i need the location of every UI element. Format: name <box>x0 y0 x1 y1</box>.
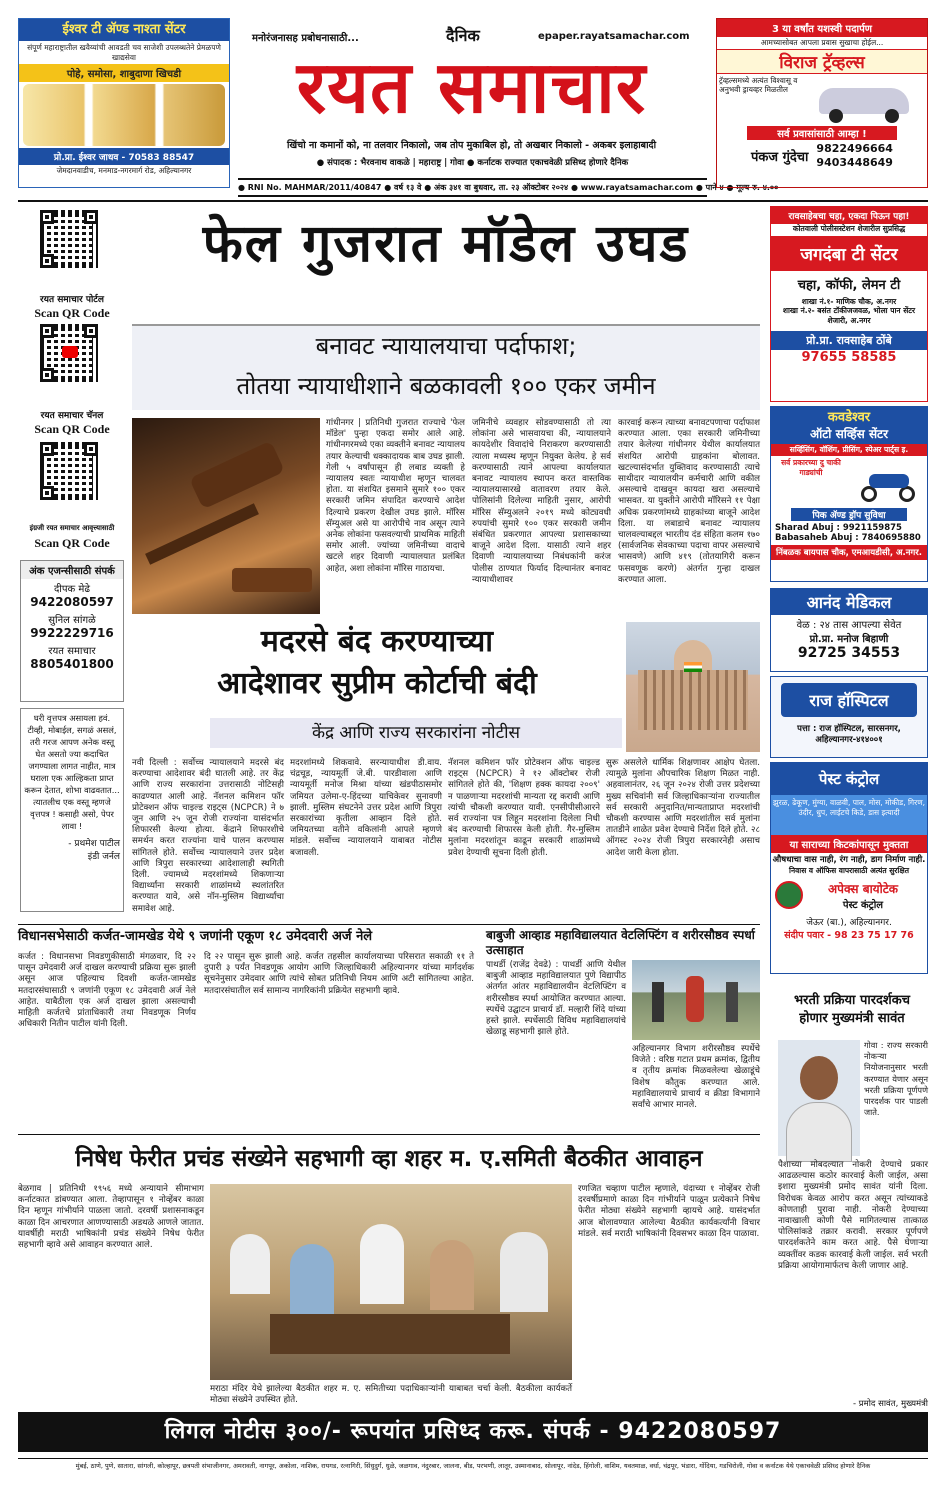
raj-title: राज हॉस्पिटल <box>781 683 917 717</box>
jagdamba-phone[interactable]: 97655 58585 <box>801 350 897 365</box>
madrasa-subhead: केंद्र आणि राज्य सरकारांना नोटीस <box>210 718 622 748</box>
anand-title: आनंद मेडिकल <box>771 589 927 615</box>
ad-kawadeshwar <box>770 406 928 582</box>
ad-viraj-title: विराज ट्रॅव्हल्स <box>717 49 927 74</box>
jagdamba-top: रावसाहेबचा चहा, एकदा पिऊन पहा! <box>771 207 927 224</box>
ad-viraj-phone2: 9403448649 <box>816 155 893 169</box>
kawadeshwar-sub: ऑटो सर्व्हिस सेंटर <box>771 425 927 444</box>
madrasa-col4: सुरू असलेले धार्मिक शिक्षणावर आक्षेप घेतला. त्यामुळे मुलांना औपचारिक शिक्षण मिळत नाही. अहवालानंतर, २६ जून २०२४ रोजी उत्तर प्रदेशच्या मुख्य सचिवांनी सर्व जिल्हाधिकाऱ्यांना राज्यातील सर्व सरकारी अनुदानित/मान्यताप्राप्त मदरशांची चौकशी करण्यास आणि मदरशांतील सर्व मुलांना तातडीने शाळेत प्रवेश देण्याचे निर्देश दिले होते. २८ ऑगस्ट २०२४ रोजी त्रिपुरा सरकारनेही असाच आदेश जारी केला होता. <box>606 758 760 858</box>
masthead-daily: दैनिक <box>446 26 480 45</box>
contact1-phone[interactable]: 9422080597 <box>30 595 114 609</box>
contact-title: अंक एजन्सीसाठी संपर्क <box>21 561 123 579</box>
qr-code-portal[interactable] <box>40 210 98 268</box>
apex-logo-icon <box>775 881 803 909</box>
kawadeshwar-body <box>771 456 927 506</box>
qr3-scan: Scan QR Code <box>34 536 110 550</box>
legal-notice-banner: लिगल नोटीस ३००/- रूपयांत प्रसिध्द करू. संपर्क - 9422080597 <box>18 1412 928 1452</box>
kawadeshwar-title: कवडेश्वर <box>771 407 927 425</box>
kawadeshwar-p1[interactable]: Sharad Abuj : 9921159875 <box>775 523 902 533</box>
sawant-author: - प्रमोद सावंत, मुख्यमंत्री <box>853 1399 928 1409</box>
babuji-headline: बाबुजी आव्हाड महाविद्यालयात वेटलिफ्टिंग व शरीरसौष्ठव स्पर्धा उत्साहात <box>486 928 755 957</box>
pest-list: झुरळ, ढेकूण, मुंग्या, वाळवी, पाल, मोस, मोकीड, गिरण, उंदीर, धुप, लाईटचे किडे, डास इत्यादी <box>771 795 927 835</box>
nishedh-headline: निषेध फेरीत प्रचंड संख्येने सहभागी व्हा शहर म. ए.समिती बैठकीत आवाहन <box>75 1146 703 1172</box>
contact2-phone[interactable]: 9922229716 <box>30 626 114 640</box>
masthead-title: रयत समाचार <box>296 45 647 129</box>
ad-ishwar-tea <box>18 18 230 188</box>
bike-photo <box>851 456 927 506</box>
ad-pest-control <box>770 762 928 974</box>
nishedh-col2: मराठा मंदिर येथे झालेल्या बैठकीत शहर म. ए. समितीच्या पदाधिकाऱ्यांनी याबाबत चर्चा केली. बैठकीला कार्यकर्ते मोठ्या संख्येने उपस्थित होते. <box>210 1384 572 1406</box>
sawant-side: गोवा : राज्य सरकारी नोकऱ्या नियोजनानुसार भरती करण्यात येणार असून भरती प्रक्रिया पूर्णपणे पारदर्शक पार पाडली जाते. <box>864 1040 928 1118</box>
karjat-col1: कर्जत : विधानसभा निवडणुकीसाठी मंगळवार, दि २२ पासून उमेदवारी अर्ज दाखल करण्याची प्रक्रिया सुरू झाली असून आज पहिल्याच दिवशी कर्जत-जामखेड मतदारसंघासाठी ९ जणांनी एकूण १८ उमेदवारी अर्ज नेले आहेत. याबैठीला एक अर्ज दाखल झाला असल्याची माहिती कर्जतचे प्रांताधिकारी तथा निवडणूक निर्णय अधिकारी नितीन पाटील यांनी दिली. <box>18 952 196 1030</box>
lead-sub2: तोतया न्यायाधीशाने बळकावली १०० एकर जमीन <box>236 372 656 400</box>
kawadeshwar-pick: पिक ॲण्ड ड्रॉप सुविधा <box>791 508 907 521</box>
qr1-label: रयत समाचार पोर्टल <box>40 295 104 305</box>
jagdamba-title: जगदंबा टी सेंटर <box>771 236 927 271</box>
pest-brand: अपेक्स बायोटेक <box>827 881 899 896</box>
masthead-motto: खिंचो ना कमानों को, ना तलवार निकालो, जब तोप मुकाबिल हो, तो अखबार निकालो - अकबर इलाहाबादी <box>286 140 657 151</box>
kawadeshwar-note: सर्व प्रकारच्या दु चाकी गाड्यांची <box>781 458 841 477</box>
babuji-col1: पाथर्डी (राजेंद्र देवढे) : पाथर्डी आणि येथील बाबुजी आव्हाड महाविद्यालयात पुणे विद्यापीठ अंतर्गत आंतर महाविद्यालयीन वेटलिफ्टिंग व शरीरसौष्ठव स्पर्धा आयोजित करण्यात आल्या. स्पर्धेचे उद्घाटन प्राचार्य डॉ. मल्हारी शिंदे यांच्या हस्ते झाले. स्पर्धेसाठी विविध महाविद्यालयांचे खेळाडू सहभागी झाले होते. <box>486 960 626 1038</box>
madrasa-col3: नॅशनल कमिशन फॉर प्रोटेक्शन ऑफ चाइल्ड राइट्स (NCPCR) ने १२ ऑक्टोबर रोजी सांगितले होते की, 'शिक्षण हक्क कायदा २००९' न पाळणाऱ्या मदरशांची मान्यता रद्द करावी आणि त्यांची चौकशी करण्यात यावी. एनसीपीसीआरने सर्व राज्यांना पत्र लिहून मदरशांना दिलेला निधी बंद करण्याची शिफारस केली होती. गैर-मुस्लिम मुलांना मदरशांतून काढून सरकारी शाळांमध्ये प्रवेश देण्याची सूचना दिली होती. <box>448 758 600 858</box>
jagdamba-prop: प्रो.प्रा. रावसाहेब ठोंबे <box>771 331 927 350</box>
anand-prop: प्रो.प्रा. मनोज बिहाणी <box>809 634 889 645</box>
ad-ishwar-title: ईश्वर टी ॲण्ड नाश्ता सेंटर <box>19 19 229 41</box>
ad-viraj-line1: 3 या वर्षांत यशस्वी पदार्पण <box>717 19 927 37</box>
poem-text: घरी वृत्तपत्र असायला हवं. टीव्ही, मोबाईल, सगळं असलं, तरी गरज आपण अनेक वस्तू घेत असतो ज्या कदाचित जगण्याला लागत नाहीत, मात्र घराला एक आल्हिकता प्राप्त करून देतात, शोभा वाढवतात... त्यातलीच एक वस्तू म्हणजे वृत्तपत्र ! कसाही असो, पेपर लावा ! <box>24 713 120 831</box>
pest-brand-box <box>803 880 923 911</box>
nishedh-col1: बेळगाव | प्रतिनिधी १९५६ मध्ये अन्यायाने सीमाभाग कर्नाटकात डांबण्यात आला. तेव्हापासून १ नोव्हेंबर काळा दिन म्हणून गांभीर्याने पाळला जातो. दरवर्षी प्रशासनाकडून काळा दिन आचरणात आणण्यासाठी अडथळे आणले जातात. यावर्षीही मराठी भाषिकांनी प्रचंड संख्येने निषेध फेरीत सहभागी व्हावे असे आवाहन करण्यात आले. <box>18 1184 204 1251</box>
contact3-phone[interactable]: 8805401800 <box>30 657 114 671</box>
info-line: ● RNI No. MAHMAR/2011/40847 ● वर्ष १३ वे ● अंक ३४१ वा बुधवार, ता. २३ ऑक्टोबर २०२४ ● www.rayatsamachar.com ● पाने ४ ● मूल्य रु. ४.०० <box>238 178 707 197</box>
ad-viraj-body <box>717 74 927 126</box>
poem-box <box>20 708 124 912</box>
gavel-photo <box>132 418 320 614</box>
car-photo <box>809 74 927 126</box>
pest-brand-row <box>775 880 923 911</box>
ad-viraj-travels <box>716 18 928 188</box>
ad-raj-hospital <box>770 676 928 758</box>
footer-cities: मुंबई, ठाणे, पुणे, सातारा, सांगली, कोल्हापूर, छत्रपती संभाजीनगर, अमरावती, नागपूर, अकोला, नाशिक, रायगड, रत्नागिरी, सिंधुदुर्ग, धुळे, जळगाव, नंदुरबार, जालना, बीड, परभणी, लातूर, उस्मानाबाद, सोलापूर, नांदेड, हिंगोली, वाशिम, यवतमाळ, वर्धा, चंद्रपूर, भंडारा, गोंदिया, गडचिरोली, गोवा व कर्नाटक येथे एकाचवेळी प्रसिध्द होणारे दैनिक <box>18 1458 928 1471</box>
qr-code-english[interactable] <box>40 442 98 500</box>
masthead-tagline: मनोरंजनासह प्रबोधनासाठी... <box>252 33 359 44</box>
ad-anand-medical <box>770 588 928 672</box>
pest-free: या साराच्या किटकांपासून मुक्तता <box>771 835 927 853</box>
jagdamba-top2: कोतवाली पोलीसस्टेशन शेजारील सुप्रसिद्ध <box>792 224 906 233</box>
pest-title: पेस्ट कंट्रोल <box>771 763 927 795</box>
sawant-col: पैशाच्या मोबदल्यात नोकरी देण्याचे प्रकार आढळल्यास कठोर कारवाई केली जाईल, असा इशारा मुख्यमंत्री प्रमोद सावंत यांनी दिला. विरोधक केवळ आरोप करत असून त्यांच्याकडे कोणताही पुरावा नाही. नोकरी देण्याच्या नावाखाली कोणी पैसे मागितल्यास तात्काळ पोलिसांकडे तक्रार करावी. सरकार पूर्णपणे पारदर्शकतेने काम करत आहे. पैसे घेणाऱ्या व्यक्तींवर कडक कारवाई केली जाईल. सर्व भरती प्रक्रिया आयोगामार्फतच केली जाणार आहे. <box>778 1160 928 1271</box>
poem-author: - प्रथमेश पाटील इंडी जर्नल <box>68 839 120 862</box>
masthead-epaper[interactable]: epaper.rayatsamachar.com <box>538 31 690 42</box>
food-photo <box>23 84 225 146</box>
qr3-label: इंग्रजी रयत समाचार आवृत्त्यासाठी <box>29 524 115 532</box>
sawant-headline1: भरती प्रक्रिया पारदर्शकच <box>794 993 910 1008</box>
sawant-photo <box>778 1040 860 1156</box>
mid-divider <box>18 924 760 925</box>
pest-brand2: पेस्ट कंट्रोल <box>842 899 884 911</box>
nishedh-divider <box>18 1134 760 1135</box>
kawadeshwar-p2[interactable]: Babasaheb Abuj : 7840695880 <box>775 533 921 543</box>
editor-line: ● संपादक : भैरवनाथ वाकळे | महाराष्ट्र | गोवा ● कर्नाटक राज्यात एकाचवेळी प्रसिध्द होणारे दैनिक <box>316 158 629 168</box>
qr2-label: रयत समाचार चॅनल <box>40 411 104 421</box>
anand-hours: वेळ : २४ तास आपल्या सेवेत <box>796 620 902 631</box>
ad-ishwar-addr: जेमदानवाडीच, मनमाड-नगरमार्ग रोड, अहिल्यानगर <box>56 166 192 175</box>
qr2-scan: Scan QR Code <box>34 422 110 436</box>
contact3-name: रयत समाचार <box>48 646 96 657</box>
lead-subhead-box <box>132 324 760 410</box>
madrasa-headline2: आदेशावर सुप्रीम कोर्टाची बंदी <box>217 666 537 701</box>
youtube-icon <box>62 346 78 358</box>
qr1-scan: Scan QR Code <box>34 306 110 320</box>
nishedh-col3: रणजित चव्हाण पाटील म्हणाले, यंदाच्या १ नोव्हेंबर रोजी दरवर्षीप्रमाणे काळा दिन गांभीर्याने पाळून प्रत्येकाने निषेध फेरीत मोठ्या संख्येने सहभागी व्हायचे आहे. यासंदर्भात आज बोलावण्यात आलेल्या बैठकीत कार्यकर्त्यांनी विचार मांडले. सर्व मराठी भाषिकांनी दिवसभर काळा दिन पाळावा. <box>578 1184 760 1239</box>
ad-viraj-name: पंकज गुंदेचा <box>751 149 809 165</box>
lead-col2: जमिनीचे व्यवहार सोडवण्यासाठी तो त्या लोकांना असे भासवायचा की, न्यायालयाने कायदेशीर विवादांचे निराकरण करण्यासाठी त्याला मध्यस्थ म्हणून नियुक्त केलेय. हे सर्व करण्यासाठी त्याने आपल्या कार्यालयात बनावट न्यायालय स्थापन करत वास्तविक न्यायालयासारखे वातावरण तयार केले. पोलिसांनी दिलेल्या माहिती नुसार, आरोपी मॉरिस सॅम्युअलने २०१९ मध्ये कोट्यवधी रुपयांची सुमारे १०० एकर सरकारी जमीन संबंधित प्रकरणात आपल्या प्रशासकाच्या बाजूने आदेश दिला. यासाठी त्याने शहर दिवाणी न्यायालयाच्या निबंधकांनी करंज पोलीस ठाण्यात फिर्याद दिल्यानंतर बनावट न्यायाधीशावर <box>472 418 611 585</box>
jagdamba-branch1: शाखा नं.१- माणिक चौक, अ.नगर <box>801 296 897 306</box>
supreme-court-photo <box>626 622 760 752</box>
meeting-photo <box>210 1184 572 1380</box>
lead-headline: फेल गुजरात मॉडेल उघड <box>202 214 690 274</box>
agency-contact-box <box>20 560 124 702</box>
ad-ishwar-items: पोहे, समोसा, शाबुदाणा खिचडी <box>19 64 229 82</box>
left-column <box>18 204 126 914</box>
ad-viraj-line2: आमच्यासोबत आपला प्रवास सुखाचा होईल... <box>760 38 884 47</box>
karjat-col2: दि २२ पासून सुरू झाली आहे. कर्जत तहसील कार्यालयाच्या परिसरात सकाळी ११ ते दुपारी ३ पर्यंत निवडणूक आयोग आणि जिल्हाधिकारी अहिल्यानगर यांच्या मार्गदर्शक सूचनेनुसार उमेदवार आणि त्यांचे सोबत प्रतिनिधी नियम आणि अटी सांगितल्या आहेत. मतदारसंघातील सर्व सामान्य नागरिकांनी प्रक्रियेत सहभागी व्हावे. <box>204 952 474 996</box>
ad-viraj-desc: ट्रॅव्हल्समध्ये अत्यंत विश्वासू व अनुभवी ड्रायव्हर मिळतील <box>719 75 798 94</box>
ad-viraj-cta: सर्व प्रवासांसाठी आम्हा ! <box>747 126 897 140</box>
contact1-name: दीपक मेढे <box>53 584 91 595</box>
ad-viraj-phones <box>816 142 893 170</box>
contact2-name: सुनिल सांगळे <box>48 615 96 626</box>
pest-line2: निवास व ऑफिस वापरासाठी अत्यंत सुरक्षित <box>789 866 909 875</box>
madrasa-headline1: मदरसे बंद करण्याच्या <box>260 624 494 659</box>
lead-col3: कारवाई करून त्याच्या बनावटपणाचा पर्दाफाश करण्यात आला. एका सरकारी जमिनीच्या तयार केलेल्या गांधीनगर येथील कार्यालयात संशयित आरोपी ग्राहकांना बोलावत. खटल्यासंदर्भात युक्तिवाद करण्यासाठी त्याचे साथीदार न्यायालयीन कर्मचारी आणि वकील असल्याचे दाखवून कायदा खरा असल्याचे भासवत. या युक्तीने आरोपी मॉरिसने ११ पेक्षा अधिक प्रकरणांमध्ये ग्राहकांच्या बाजूने आदेश दिला. या लबाडाचे बनावट न्यायालय चालवल्याबद्दल भारतीय दंड संहिता कलम १७० (सार्वजनिक सेवकाच्या पदाचा वापर असल्याचे भासवणे) आणि ४१९ (तोतयागिरी करून फसवणूक करणे) अंतर्गत गुन्हा दाखल करण्यात आला. <box>618 418 760 585</box>
sawant-headline2: होणार मुख्यमंत्री सावंत <box>799 1011 905 1026</box>
masthead <box>238 26 705 196</box>
masthead-divider <box>18 200 928 202</box>
jagdamba-branch2: शाखा नं.२- बसंत टॉकीजजवळ, भोला पान सेंटर शेजारी, अ.नगर <box>782 306 916 325</box>
anand-phone[interactable]: 92725 34553 <box>797 645 901 661</box>
jagdamba-items: चहा, कॉफी, लेमन टी <box>797 277 901 293</box>
pest-line: औषधाचा वास नाही, रंग नाही, डाग निर्माण नाही. <box>772 855 926 865</box>
ad-jagdamba <box>770 206 928 402</box>
lead-sub1: बनावट न्यायालयाचा पर्दाफाश; <box>315 332 577 360</box>
madrasa-col2: मदरशांमध्ये शिकवावे. सरन्यायाधीश डी.वाय. चंद्रचूड, न्यायमूर्ती जे.बी. पारडीवाला आणि न्यायमूर्ती मनोज मिश्रा यांच्या खंडपीठासमोर जमियत उलेमा-ए-हिंदच्या याचिकेवर सुनावणी झाली. मुस्लिम संघटनेने उत्तर प्रदेश आणि त्रिपुरा सरकारांच्या कृतीला आव्हान दिले होते. जमियतच्या वतीने वकिलांनी आपले म्हणणे मांडले. सर्वोच्च न्यायालयाने याबाबत नोटीस बजावली. <box>290 758 442 858</box>
babuji-col3: अहिल्यानगर विभाग शरीरसौष्ठव स्पर्धेचे विजेते : वरिष्ठ गटात प्रथम क्रमांक, द्वितीय व तृतीय क्रमांक मिळवलेल्या खेळाडूंचे विशेष कौतुक करण्यात आले. महाविद्यालयाचे प्राचार्य व क्रीडा विभागाने सर्वांचे आभार मानले. <box>632 1044 760 1111</box>
raj-addr: पत्ता : राज हॉस्पिटल, सारसनगर, अहिल्यानगर-४१४००१ <box>797 724 901 745</box>
weightlifting-photo <box>632 960 760 1040</box>
karjat-headline: विधानसभेसाठी कर्जत-जामखेड येथे ९ जणांनी एकूण १८ उमेदवारी अर्ज नेले <box>18 929 373 944</box>
madrasa-col1: नवी दिल्ली : सर्वोच्च न्यायालयाने मदरसे बंद करण्याचा आदेशावर बंदी घातली आहे. तर केंद्र आणि राज्य सरकारांना उत्तरासाठी नोटिसही काढण्यात आली आहे. नॅशनल कमिशन फॉर प्रोटेक्शन ऑफ चाइल्ड राइट्स (NCPCR) ने ७ जून आणि २५ जून रोजी राज्यांना यासंदर्भात शिफारसी केल्या होत्या. केंद्राने शिफारशीचे समर्थन करत राज्यांना याचे पालन करण्यास सांगितले होते. सर्वोच्च न्यायालयाने उत्तर प्रदेश आणि त्रिपुरा सरकारच्या आदेशालाही स्थगिती दिली. ज्यामध्ये मदरशांमध्ये शिकणाऱ्या विद्यार्थ्यांना सरकारी शाळांमध्ये स्थलांतरित करण्यात यावे, असे नॉन-मुस्लिम विद्यार्थ्यांचा समावेश आहे. <box>132 758 284 914</box>
kawadeshwar-services: सर्व्हिसिंग, वॉशिंग, प्रीसिंग, स्पेअर पार्ट्स इ. <box>771 444 927 456</box>
ad-ishwar-desc: संपूर्ण महाराष्ट्रातील खवैय्यांची आवडती चव साजेशी उपलब्धतेने प्रेमळपणे खाद्यसेवा <box>27 43 221 62</box>
ad-viraj-contact <box>717 142 927 170</box>
lead-col1: गांधीनगर | प्रतिनिधी गुजरात राज्याचे 'फेल मॉडेल' पुन्हा एकदा समोर आले आहे. गांधीनगरमध्ये एका व्यक्तीने बनावट न्यायालय तयार केल्याची धक्कादायक बाब उघड झाली. गेली ५ वर्षांपासून ही लबाड व्यक्ती हे न्यायालय स्वतः न्यायाधीश म्हणून चालवत होता. या संशयित इसमाने सुमारे १०० एकर सरकारी जमिन संपादित करण्याचे आदेश दिल्याचे प्रकरण देखील उघड झाले. मॉरिस सॅम्युअल असे या आरोपीचे नाव असून त्याने अनेक लोकांना फसवल्याची प्राथमिक माहिती समोर आली. ज्यांच्या जमिनीच्या वादाचे खटले शहर दिवाणी न्यायालयात प्रलंबित आहेत, अशा लोकांना मॉरिस गाठायचा. <box>326 418 465 574</box>
kawadeshwar-addr: निंबळक बायपास चौक, एमआयडीसी, अ.नगर. <box>771 545 927 560</box>
pest-addr: जेऊर (बा.), अहिल्यानगर. <box>806 917 892 928</box>
pest-contact[interactable]: संदीप पवार - 98 23 75 17 76 <box>784 929 914 941</box>
ad-ishwar-prop: प्रो.प्रा. ईश्वर जाधव - 70583 88547 <box>19 148 229 165</box>
ad-viraj-phone1: 9822496664 <box>816 141 893 155</box>
